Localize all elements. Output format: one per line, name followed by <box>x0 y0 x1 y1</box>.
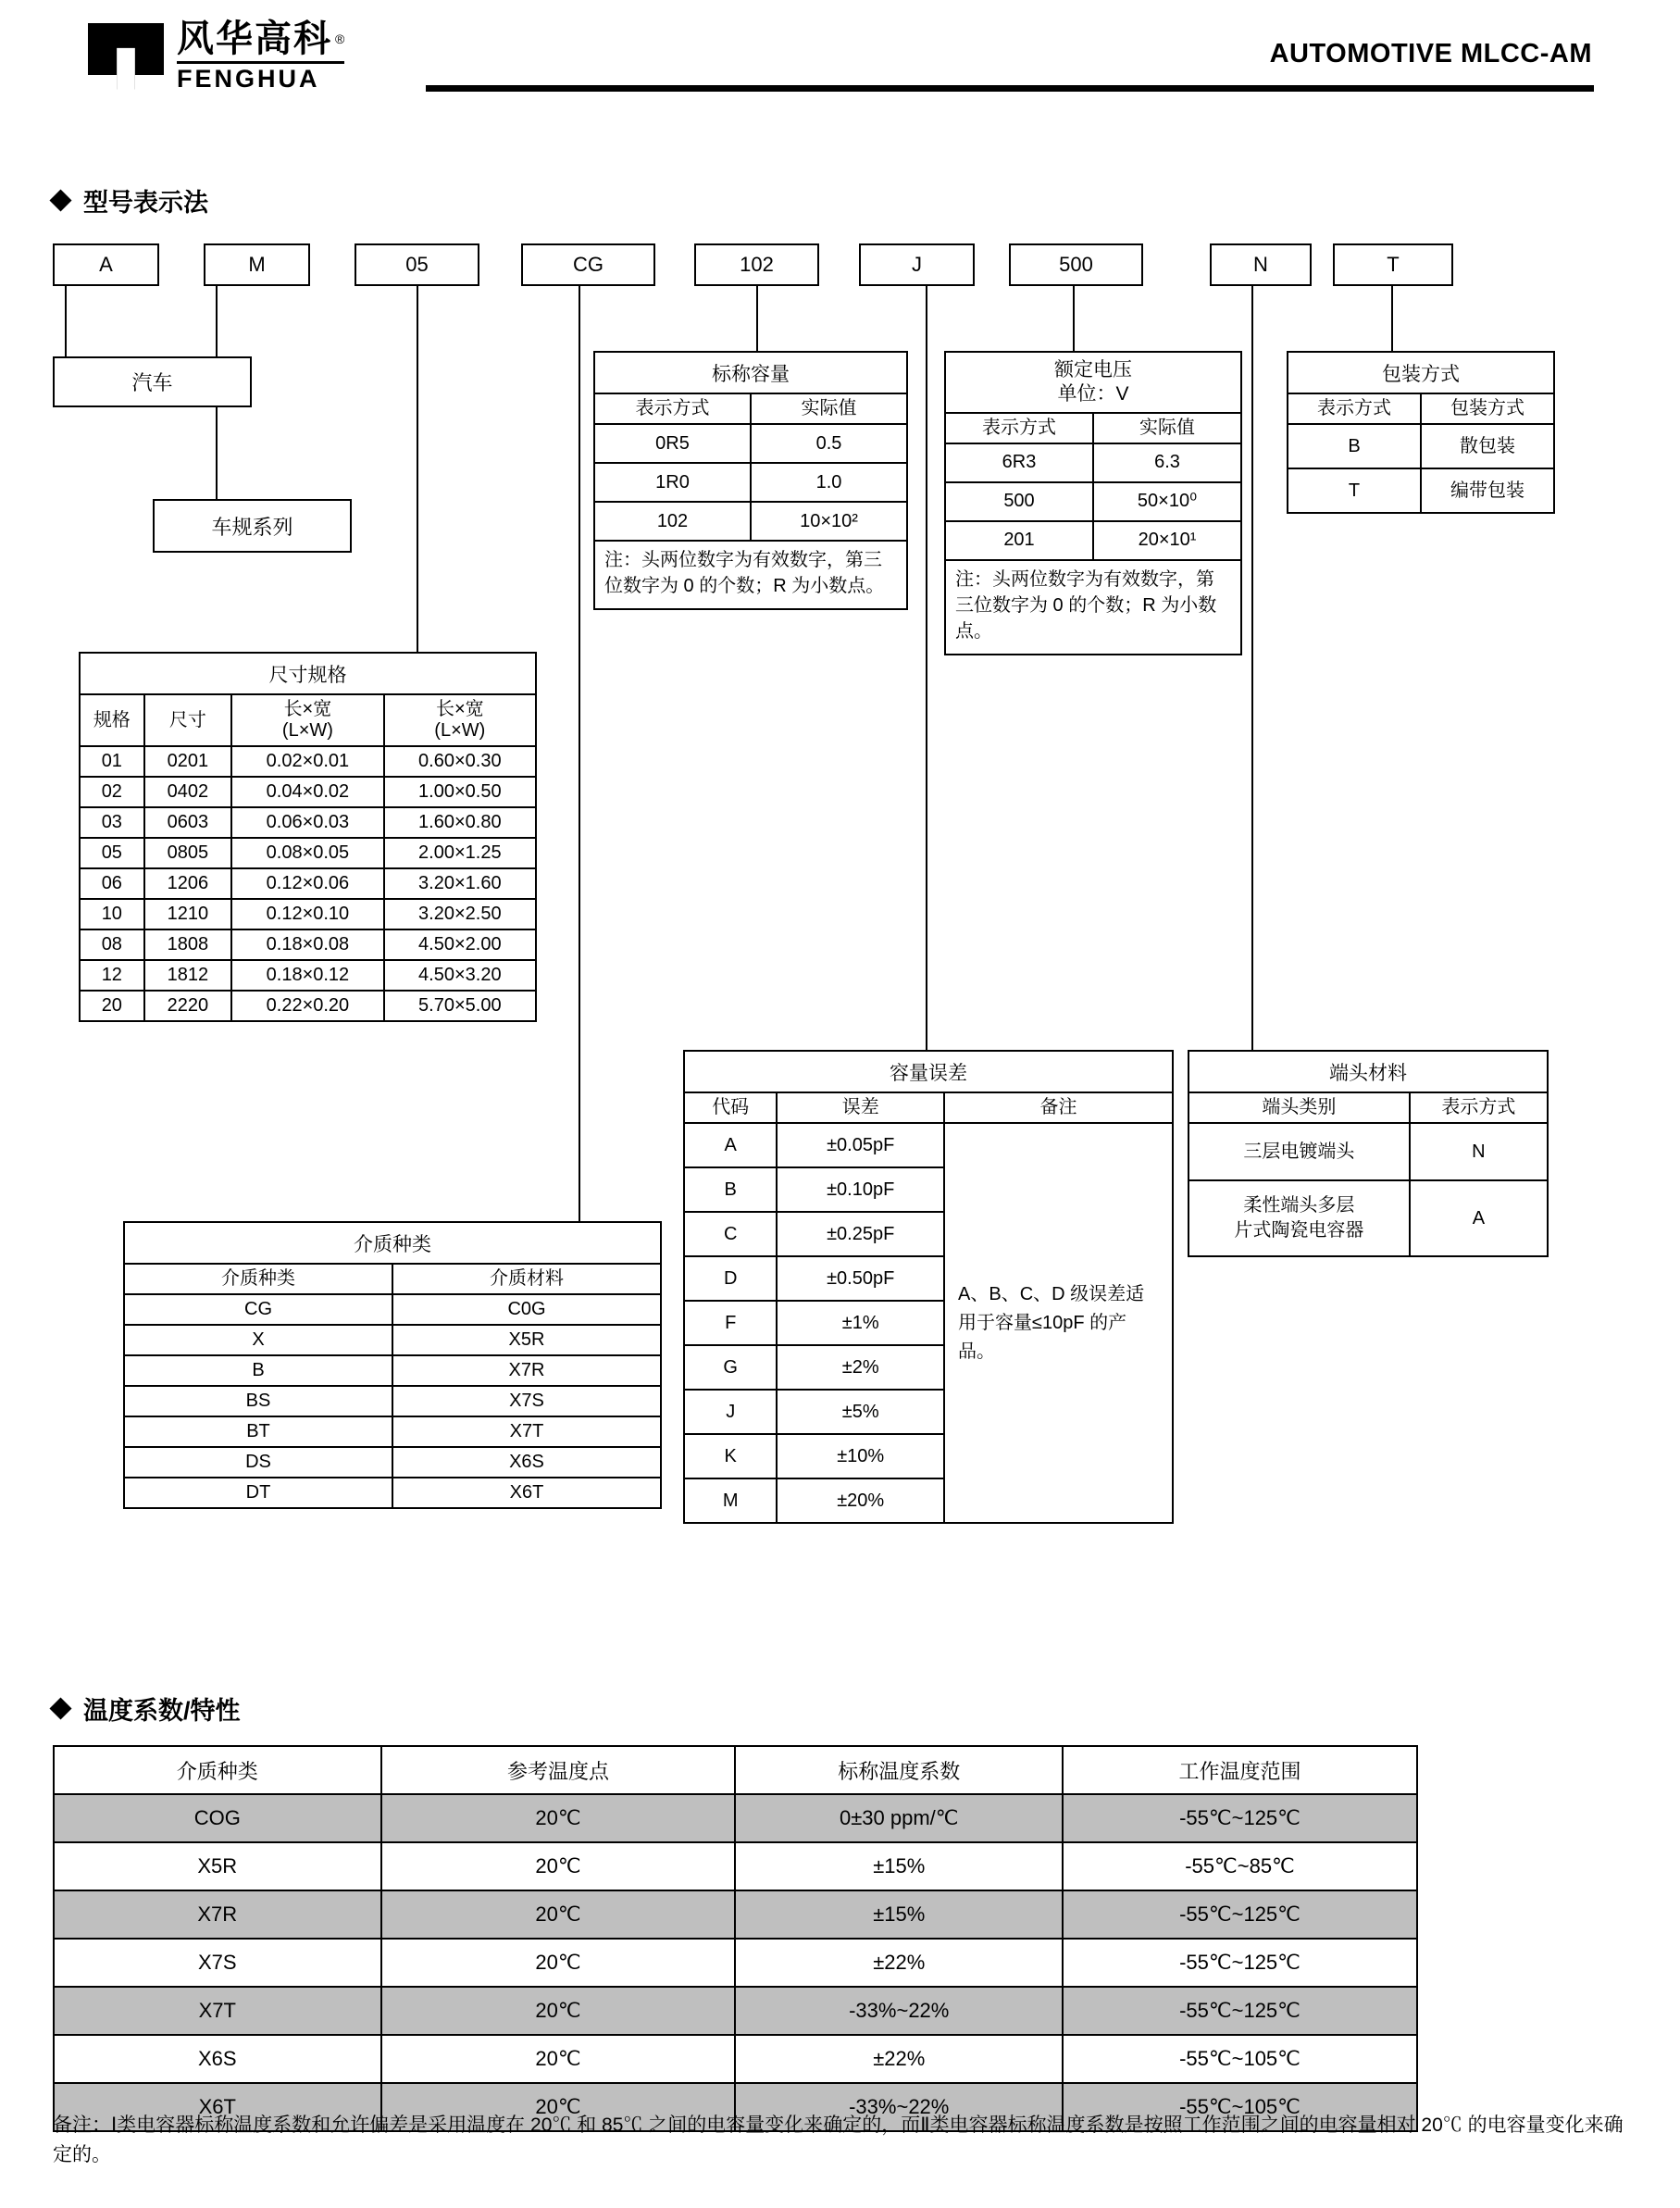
code-box-size-05: 05 <box>355 243 479 286</box>
temperature-footnote: 备注：Ⅰ类电容器标称温度系数和允许偏差是采用温度在 20℃ 和 85℃ 之间的电容量变化来确定的，而Ⅱ类电容器标称温度系数是按照工作范围之间的电容量相对 20℃ 的电容量变化来确定的。 <box>53 2114 1624 2165</box>
col-tol-code: 代码 <box>684 1092 777 1123</box>
table-row <box>80 899 536 929</box>
table-row <box>124 1355 661 1386</box>
section-heading-part-numbering <box>53 182 208 218</box>
cell: 1210 <box>144 899 232 929</box>
cell: 1206 <box>144 868 232 899</box>
table-header-row <box>1188 1092 1548 1123</box>
cell: -55℃~125℃ <box>1063 1890 1417 1939</box>
code-box-termination-n: N <box>1210 243 1312 286</box>
col-dielectric: 介质种类 <box>54 1746 381 1794</box>
table-row <box>124 1447 661 1478</box>
diamond-bullet-icon <box>49 189 71 211</box>
cell: 500 <box>945 482 1093 521</box>
leader-line-voltage <box>1073 286 1075 351</box>
cell: 20×10¹ <box>1093 521 1241 560</box>
cell: X7S <box>54 1939 381 1987</box>
cell: DT <box>124 1478 392 1508</box>
leader-line-a <box>65 286 67 356</box>
cell: X7R <box>54 1890 381 1939</box>
table-row <box>80 991 536 1021</box>
cell: -55℃~105℃ <box>1063 2083 1417 2131</box>
cell: 编带包装 <box>1421 468 1554 513</box>
cell: M <box>684 1478 777 1523</box>
cell: 1.0 <box>751 463 907 502</box>
col-temp-range: 工作温度范围 <box>1063 1746 1417 1794</box>
cell: ±0.25pF <box>777 1212 944 1256</box>
leader-line-size <box>417 286 418 652</box>
cell: 20℃ <box>381 1794 736 1842</box>
cell: 1812 <box>144 960 232 991</box>
table-row <box>684 1123 1173 1167</box>
cell: ±1% <box>777 1301 944 1345</box>
tolerance-remark-cell: A、B、C、D 级误差适用于容量≤10pF 的产品。 <box>944 1123 1173 1523</box>
temperature-characteristics-table <box>53 1745 1418 2132</box>
logo-text <box>177 20 344 92</box>
capacitance-table <box>593 351 908 610</box>
cell: ±5% <box>777 1390 944 1434</box>
cell: A <box>684 1123 777 1167</box>
diamond-bullet-icon <box>49 1697 71 1719</box>
table-header-row <box>1288 393 1554 424</box>
col-cap-code: 表示方式 <box>594 393 751 424</box>
cell: 散包装 <box>1421 424 1554 468</box>
cell: BT <box>124 1416 392 1447</box>
size-spec-table <box>79 652 537 1022</box>
voltage-title-line2: 单位：V <box>1057 383 1129 405</box>
cell: 2220 <box>144 991 232 1021</box>
cell: 2.00×1.25 <box>384 838 536 868</box>
cell: X6S <box>392 1447 661 1478</box>
cell: 0.04×0.02 <box>231 777 383 807</box>
cell: 20℃ <box>381 1890 736 1939</box>
cell: 1.60×0.80 <box>384 807 536 838</box>
cell: X7T <box>392 1416 661 1447</box>
cell: D <box>684 1256 777 1301</box>
table-row <box>54 1890 1417 1939</box>
code-box-tolerance-j: J <box>859 243 975 286</box>
col-term-code: 表示方式 <box>1410 1092 1548 1123</box>
code-box-capacitance-102: 102 <box>694 243 819 286</box>
cell: 20 <box>80 991 144 1021</box>
leader-line-dielectric <box>579 286 580 1221</box>
cell: 02 <box>80 777 144 807</box>
dielectric-table <box>123 1221 662 1509</box>
cell: 1R0 <box>594 463 751 502</box>
packaging-title: 包装方式 <box>1287 351 1555 393</box>
cell: 12 <box>80 960 144 991</box>
col-tol-value: 误差 <box>777 1092 944 1123</box>
code-box-voltage-500: 500 <box>1009 243 1143 286</box>
cell: 1808 <box>144 929 232 960</box>
cell: ±22% <box>735 1939 1063 1987</box>
table-row <box>80 746 536 777</box>
cell: J <box>684 1390 777 1434</box>
table-row <box>80 777 536 807</box>
leader-line-termination <box>1251 286 1253 1050</box>
table-row <box>80 960 536 991</box>
cell: -55℃~125℃ <box>1063 1939 1417 1987</box>
col-pack-code: 表示方式 <box>1288 393 1421 424</box>
code-box-dielectric-cg: CG <box>521 243 655 286</box>
cell: K <box>684 1434 777 1478</box>
col-tol-remark: 备注 <box>944 1092 1173 1123</box>
cell: 0.02×0.01 <box>231 746 383 777</box>
col-lw-inch: 长×宽 (L×W) <box>231 694 383 746</box>
cell: X7T <box>54 1987 381 2035</box>
cell: 0R5 <box>594 424 751 463</box>
voltage-title <box>944 351 1242 412</box>
cell: -33%~22% <box>735 2083 1063 2131</box>
cell: F <box>684 1301 777 1345</box>
table-row <box>54 1842 1417 1890</box>
cell: 0402 <box>144 777 232 807</box>
company-logo <box>88 20 344 92</box>
cell: B <box>124 1355 392 1386</box>
cell: 0201 <box>144 746 232 777</box>
cell: T <box>1288 468 1421 513</box>
packaging-table <box>1287 351 1555 514</box>
cell: 0.12×0.06 <box>231 868 383 899</box>
cell: ±0.05pF <box>777 1123 944 1167</box>
table-row <box>54 1987 1417 2035</box>
cell: C <box>684 1212 777 1256</box>
col-cap-value: 实际值 <box>751 393 907 424</box>
cell: 03 <box>80 807 144 838</box>
cell <box>1188 1180 1410 1256</box>
voltage-title-line1: 额定电压 <box>1054 359 1132 380</box>
table-header-row <box>54 1746 1417 1794</box>
cell: 06 <box>80 868 144 899</box>
box-automotive: 汽车 <box>53 356 252 407</box>
cell: 0.5 <box>751 424 907 463</box>
table-row <box>80 838 536 868</box>
cell: 0.12×0.10 <box>231 899 383 929</box>
leader-line-capacitance <box>756 286 758 351</box>
cell: COG <box>54 1794 381 1842</box>
cell: X7R <box>392 1355 661 1386</box>
cell: -33%~22% <box>735 1987 1063 2035</box>
size-spec-title: 尺寸规格 <box>79 652 537 693</box>
cell: 4.50×2.00 <box>384 929 536 960</box>
cell: 3.20×1.60 <box>384 868 536 899</box>
cell: 201 <box>945 521 1093 560</box>
cell: ±0.10pF <box>777 1167 944 1212</box>
cell: X6T <box>392 1478 661 1508</box>
cell: G <box>684 1345 777 1390</box>
cell: ±20% <box>777 1478 944 1523</box>
cell: 1.00×0.50 <box>384 777 536 807</box>
cell: DS <box>124 1447 392 1478</box>
cell: 三层电镀端头 <box>1188 1123 1410 1180</box>
cell: 0.08×0.05 <box>231 838 383 868</box>
cell: X5R <box>54 1842 381 1890</box>
termination-title: 端头材料 <box>1188 1050 1549 1092</box>
cell: N <box>1410 1123 1548 1180</box>
table-row <box>1288 468 1554 513</box>
cell: 08 <box>80 929 144 960</box>
table-row <box>1288 424 1554 468</box>
capacitance-note: 注：头两位数字为有效数字，第三位数字为 0 的个数；R 为小数点。 <box>593 542 908 610</box>
cell: 0805 <box>144 838 232 868</box>
col-spec: 规格 <box>80 694 144 746</box>
header-divider <box>426 85 1594 92</box>
col-size: 尺寸 <box>144 694 232 746</box>
cell: 20℃ <box>381 1987 736 2035</box>
dielectric-title: 介质种类 <box>123 1221 662 1263</box>
table-row <box>124 1478 661 1508</box>
cell: 5.70×5.00 <box>384 991 536 1021</box>
table-header-row <box>945 413 1241 443</box>
cell-line2: 片式陶瓷电容器 <box>1234 1220 1364 1241</box>
cell: -55℃~125℃ <box>1063 1987 1417 2035</box>
document-title: AUTOMOTIVE MLCC-AM <box>1269 39 1592 69</box>
col-pack-type: 包装方式 <box>1421 393 1554 424</box>
code-box-auto-grade-m: M <box>204 243 310 286</box>
cell: 102 <box>594 502 751 541</box>
cell: 20℃ <box>381 1842 736 1890</box>
table-row <box>80 868 536 899</box>
table-header-row <box>594 393 907 424</box>
section-title-text: 型号表示法 <box>83 189 208 217</box>
table-row <box>124 1325 661 1355</box>
table-row <box>945 521 1241 560</box>
cell: X6S <box>54 2035 381 2083</box>
table-row <box>54 2035 1417 2083</box>
table-row <box>594 424 907 463</box>
section-heading-temperature <box>53 1690 241 1727</box>
cell: 0±30 ppm/℃ <box>735 1794 1063 1842</box>
voltage-note: 注：头两位数字为有效数字，第三位数字为 0 的个数；R 为小数点。 <box>944 561 1242 655</box>
cell: 50×10⁰ <box>1093 482 1241 521</box>
table-header-row <box>80 694 536 746</box>
cell: -55℃~85℃ <box>1063 1842 1417 1890</box>
cell: A <box>1410 1180 1548 1256</box>
box-auto-series: 车规系列 <box>153 499 352 553</box>
cell: X <box>124 1325 392 1355</box>
table-row <box>124 1386 661 1416</box>
table-row <box>54 1939 1417 1987</box>
table-row <box>124 1416 661 1447</box>
table-row <box>124 1294 661 1325</box>
cell: 0.60×0.30 <box>384 746 536 777</box>
col-ref-temp: 参考温度点 <box>381 1746 736 1794</box>
tolerance-title: 容量误差 <box>683 1050 1174 1092</box>
cell-line1: 柔性端头多层 <box>1243 1195 1355 1216</box>
table-row <box>80 929 536 960</box>
col-term-type: 端头类别 <box>1188 1092 1410 1123</box>
cell: X5R <box>392 1325 661 1355</box>
cell: ±0.50pF <box>777 1256 944 1301</box>
table-header-row <box>124 1264 661 1294</box>
cell: C0G <box>392 1294 661 1325</box>
cell: 10 <box>80 899 144 929</box>
cell: 0.18×0.12 <box>231 960 383 991</box>
cell: 0.22×0.20 <box>231 991 383 1021</box>
cell: ±15% <box>735 1890 1063 1939</box>
table-row <box>54 1794 1417 1842</box>
table-row <box>1188 1180 1548 1256</box>
col-dielectric-code: 介质种类 <box>124 1264 392 1294</box>
section-title-text: 温度系数/特性 <box>83 1697 241 1725</box>
logo-english-name: FENGHUA <box>177 61 344 92</box>
cell: BS <box>124 1386 392 1416</box>
termination-table <box>1188 1050 1549 1257</box>
table-row <box>945 482 1241 521</box>
table-row <box>1188 1123 1548 1180</box>
tolerance-table <box>683 1050 1174 1524</box>
logo-chinese-name: 风华高科 ® <box>177 19 345 59</box>
col-volt-code: 表示方式 <box>945 413 1093 443</box>
leader-line-packaging <box>1391 286 1393 351</box>
cell: ±22% <box>735 2035 1063 2083</box>
cell: -55℃~105℃ <box>1063 2035 1417 2083</box>
col-dielectric-material: 介质材料 <box>392 1264 661 1294</box>
cell: 10×10² <box>751 502 907 541</box>
cell: -55℃~125℃ <box>1063 1794 1417 1842</box>
cell: 20℃ <box>381 2035 736 2083</box>
table-row <box>594 463 907 502</box>
cell: B <box>1288 424 1421 468</box>
cell: 01 <box>80 746 144 777</box>
table-header-row <box>684 1092 1173 1123</box>
col-lw-mm: 长×宽 (L×W) <box>384 694 536 746</box>
fenghua-logo-icon <box>88 23 164 90</box>
cell: 20℃ <box>381 1939 736 1987</box>
table-row <box>80 807 536 838</box>
code-box-series-a: A <box>53 243 159 286</box>
cell: 0603 <box>144 807 232 838</box>
cell: X6T <box>54 2083 381 2131</box>
code-box-packaging-t: T <box>1333 243 1453 286</box>
cell: B <box>684 1167 777 1212</box>
cell: 20℃ <box>381 2083 736 2131</box>
page-header <box>0 0 1680 120</box>
cell: 4.50×3.20 <box>384 960 536 991</box>
cell: 05 <box>80 838 144 868</box>
cell: 6R3 <box>945 443 1093 482</box>
cell: ±10% <box>777 1434 944 1478</box>
cell: 3.20×2.50 <box>384 899 536 929</box>
capacitance-title: 标称容量 <box>593 351 908 393</box>
col-volt-value: 实际值 <box>1093 413 1241 443</box>
col-temp-coeff: 标称温度系数 <box>735 1746 1063 1794</box>
cell: ±15% <box>735 1842 1063 1890</box>
cell: X7S <box>392 1386 661 1416</box>
cell: 6.3 <box>1093 443 1241 482</box>
cell: ±2% <box>777 1345 944 1390</box>
table-row <box>594 502 907 541</box>
table-row <box>945 443 1241 482</box>
voltage-table <box>944 351 1242 655</box>
cell: 0.06×0.03 <box>231 807 383 838</box>
leader-line-tolerance <box>926 286 927 1050</box>
cell: 0.18×0.08 <box>231 929 383 960</box>
cell: CG <box>124 1294 392 1325</box>
